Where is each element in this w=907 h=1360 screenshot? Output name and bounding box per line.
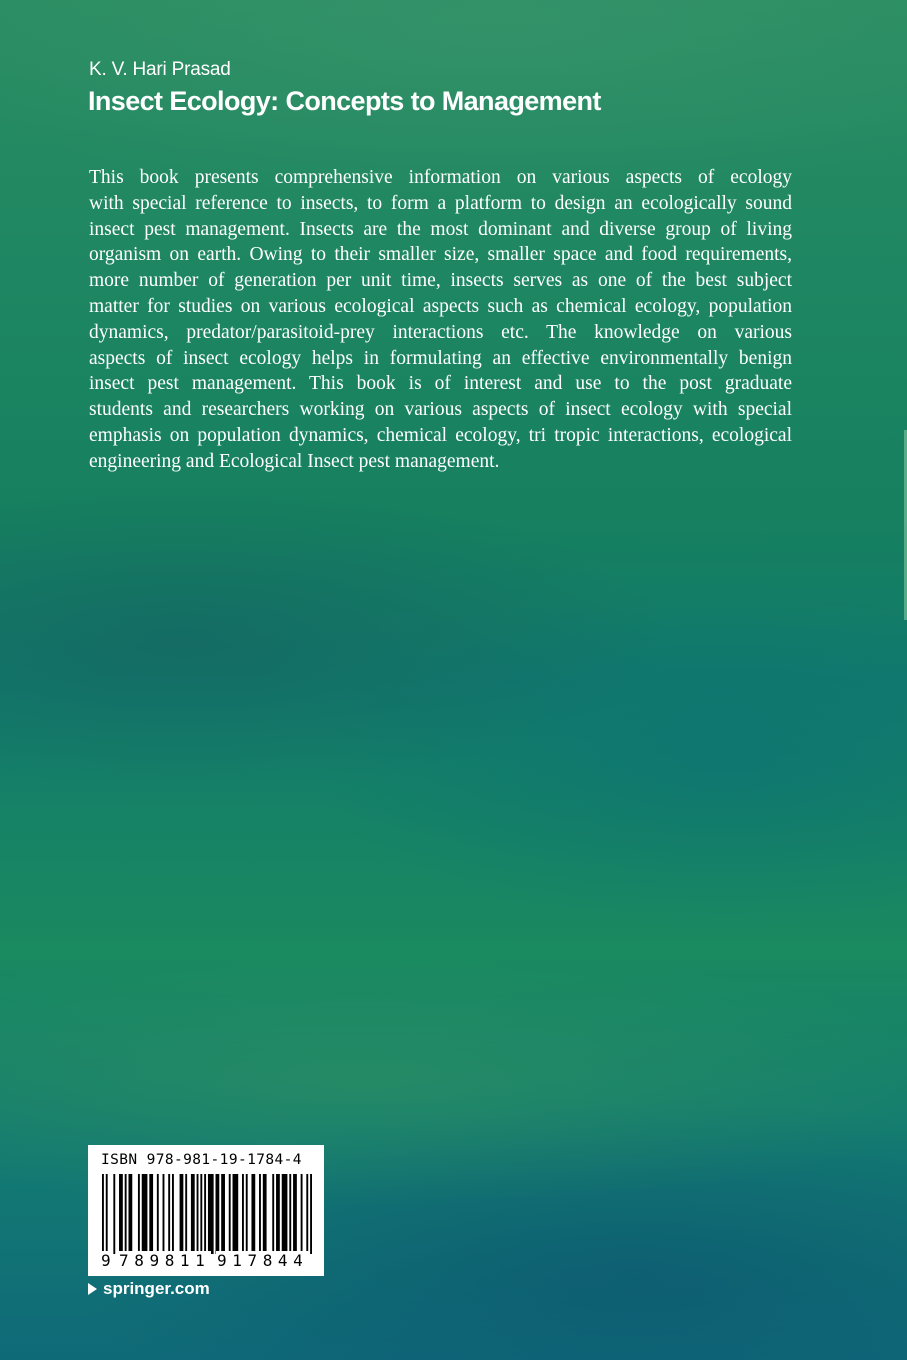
barcode-bar xyxy=(200,1174,202,1254)
barcode-bar xyxy=(208,1174,214,1254)
barcode-bar xyxy=(229,1174,231,1254)
description-line: organism on earth. Owing to their smaller size, smaller space and food requirements, xyxy=(89,244,792,266)
barcode-digits xyxy=(88,1251,324,1273)
barcode-bar xyxy=(251,1174,255,1254)
barcode-bar xyxy=(119,1174,123,1254)
barcode-bar xyxy=(293,1174,297,1254)
isbn-barcode xyxy=(88,1145,324,1276)
barcode-bar xyxy=(259,1174,261,1254)
barcode-digit-prefix: 9 xyxy=(101,1251,111,1270)
description-line: This book presents comprehensive information on various aspects of ecology xyxy=(89,167,792,188)
description-line: with special reference to insects, to form a platform to design an ecologically sound xyxy=(89,192,792,214)
description-line: emphasis on population dynamics, chemical ecology, tri tropic interactions, ecological xyxy=(89,424,792,446)
barcode-bar xyxy=(246,1174,248,1254)
barcode-bar xyxy=(149,1174,153,1254)
book-title: Insect Ecology: Concepts to Management xyxy=(88,86,601,116)
barcode-bar xyxy=(172,1174,174,1254)
barcode-bar xyxy=(168,1174,170,1254)
barcode-bar xyxy=(138,1174,140,1254)
barcode-bar xyxy=(221,1174,225,1254)
barcode-bar xyxy=(233,1174,239,1254)
author-name: K. V. Hari Prasad xyxy=(89,59,231,80)
arrow-right-icon xyxy=(88,1283,97,1295)
barcode-bar xyxy=(301,1174,303,1254)
barcode-bar xyxy=(125,1174,127,1254)
description-line: dynamics, predator/parasitoid-prey interactions etc. The knowledge on various xyxy=(89,321,792,343)
barcode-bar xyxy=(263,1174,267,1254)
isbn-label: ISBN 978-981-19-1784-4 xyxy=(101,1152,302,1168)
barcode-bar xyxy=(310,1174,312,1254)
description-line: insect pest management. Insects are the most dominant and diverse group of living xyxy=(89,218,792,240)
description-line: insect pest management. This book is of interest and use to the post graduate xyxy=(89,373,792,395)
barcode-digit-group-right: 917844 xyxy=(217,1251,309,1270)
description-line: matter for studies on various ecological aspects such as chemical ecology, population xyxy=(89,295,792,317)
barcode-bar xyxy=(113,1174,115,1254)
description-line: more number of generation per unit time, insects serves as one of the best subject xyxy=(89,270,792,292)
barcode-bar xyxy=(157,1174,159,1254)
description-line: engineering and Ecological Insect pest management. xyxy=(89,450,500,472)
book-description xyxy=(89,165,792,475)
barcode-bar xyxy=(163,1174,165,1254)
barcode-bar xyxy=(204,1174,206,1254)
barcode-bar xyxy=(306,1174,308,1254)
barcode-bar xyxy=(216,1174,220,1254)
website-label: springer.com xyxy=(103,1279,210,1298)
barcode-bar xyxy=(128,1174,132,1254)
publisher-website[interactable] xyxy=(88,1279,210,1299)
description-line: students and researchers working on various aspects of insect ecology with special xyxy=(89,399,792,421)
description-line: aspects of insect ecology helps in formulating an effective environmentally benign xyxy=(89,347,792,369)
barcode-bar xyxy=(142,1174,148,1254)
barcode-digit-group-left: 789811 xyxy=(119,1251,211,1270)
barcode-bar xyxy=(242,1174,244,1254)
barcode-bar xyxy=(197,1174,199,1254)
barcode-bar xyxy=(180,1174,184,1254)
barcode-bar xyxy=(289,1174,291,1254)
barcode-bar xyxy=(282,1174,288,1254)
